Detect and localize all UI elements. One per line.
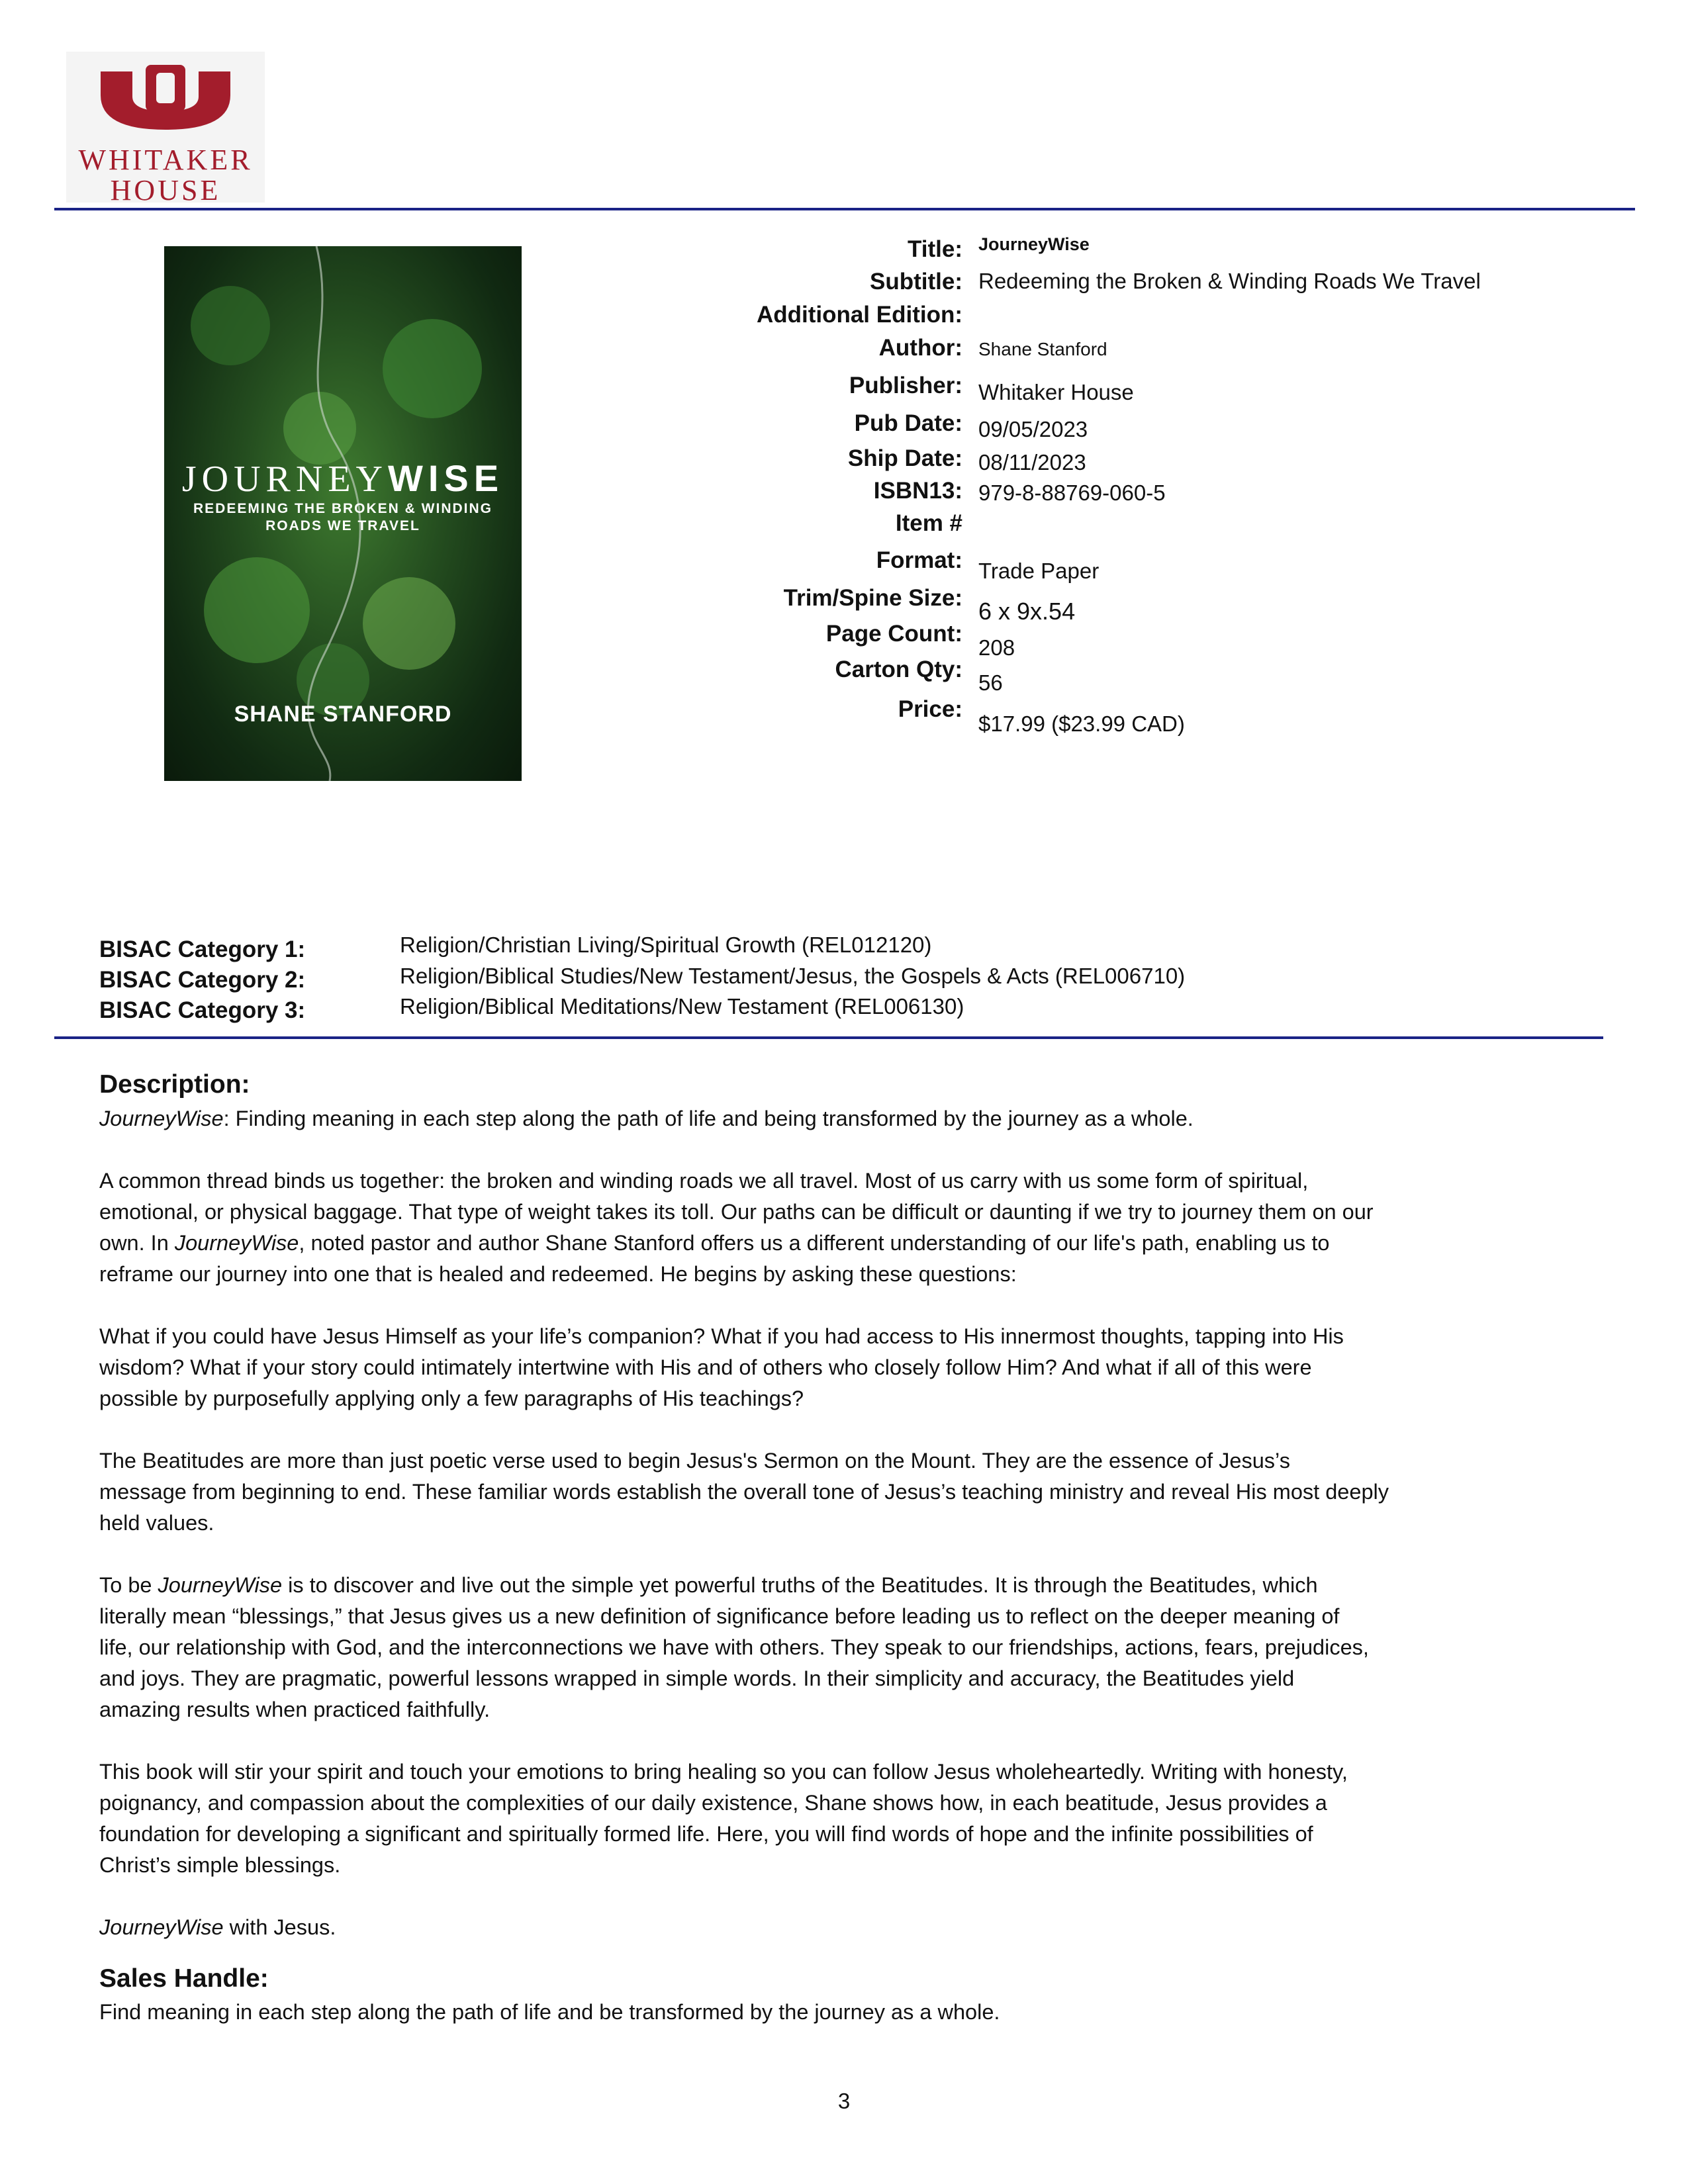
meta-label-ship-date: Ship Date: [847,445,962,471]
meta-value-pub-date: 09/05/2023 [978,417,1088,441]
sales-handle-heading: Sales Handle: [99,1964,269,1993]
logo-emblem-icon [66,52,265,144]
meta-label-trim-spine-size: Trim/Spine Size: [783,585,962,611]
logo-wordmark-line1: WHITAKER [78,144,253,176]
meta-label-publisher: Publisher: [849,373,962,398]
meta-value-author: Shane Stanford [978,339,1107,359]
meta-value-format: Trade Paper [978,559,1100,583]
sales-handle-text [99,1997,1542,2028]
description-paragraph-2 [99,1165,1542,1290]
description-paragraph-3 [99,1321,1542,1414]
meta-label-carton-qty: Carton Qty: [835,657,962,682]
bisac-value-3: Religion/Biblical Meditations/New Testament (REL006130) [400,994,964,1019]
bisac-label-1: BISAC Category 1: [99,936,306,962]
paragraph-line: What if you could have Jesus Himself as your life’s companion? What if you had access to His innermost thoughts, tapping into His [99,1324,1344,1348]
paragraph-line: The Beatitudes are more than just poetic verse used to begin Jesus's Sermon on the Mount. They are the essence of Jesus’s [99,1449,1290,1473]
meta-value-isbn13: 979-8-88769-060-5 [978,480,1166,505]
meta-label-page-count: Page Count: [825,621,962,647]
paragraph-line: Christ’s simple blessings. [99,1853,341,1877]
bisac-divider [54,1036,1603,1039]
paragraph-line: possible by purposefully applying only a few paragraphs of His teachings? [99,1387,804,1410]
paragraph-line: reframe our journey into one that is healed and redeemed. He begins by asking these questions: [99,1262,1017,1286]
meta-label-format: Format: [876,547,962,573]
meta-value-page-count: 208 [978,635,1015,660]
meta-value-ship-date: 08/11/2023 [978,450,1086,475]
cover-subtitle-line1: REDEEMING THE BROKEN & WINDING [193,501,492,516]
meta-value-publisher: Whitaker House [978,380,1134,404]
meta-label-isbn13: ISBN13: [873,478,962,504]
paragraph-line: message from beginning to end. These familiar words establish the overall tone of Jesus’s teaching ministry and reveal His most deeply [99,1480,1389,1504]
cover-title-bold: WISE [388,457,504,499]
description-paragraph-4 [99,1445,1542,1539]
description-paragraph-6 [99,1756,1542,1881]
meta-label-title: Title: [908,236,962,262]
paragraph-line: literally mean “blessings,” that Jesus gives us a new definition of significance before leading us to reflect on the deeper meaning of [99,1604,1340,1628]
paragraph-line: life, our relationship with God, and the interconnections we have with others. They speak to our friendships, actions, fears, prejudices, [99,1635,1369,1659]
paragraph-line: JourneyWise: Finding meaning in each step along the path of life and being transformed by the journey as a whole. [99,1107,1194,1130]
paragraph-line: JourneyWise with Jesus. [99,1915,336,1939]
meta-label-pub-date: Pub Date: [854,410,962,436]
cover-subtitle-line2: ROADS WE TRAVEL [265,518,420,533]
paragraph-line: amazing results when practiced faithfully. [99,1698,491,1721]
meta-value-price: $17.99 ($23.99 CAD) [978,711,1185,736]
bisac-label-2: BISAC Category 2: [99,967,306,993]
meta-value-title: JourneyWise [978,234,1090,254]
meta-label-additional-edition: Additional Edition: [756,302,962,328]
paragraph-line: Find meaning in each step along the path of life and be transformed by the journey as a whole. [99,2000,1000,2024]
paragraph-line: held values. [99,1511,214,1535]
page-number: 3 [837,2089,851,2113]
paragraph-line: foundation for developing a significant and spiritually formed life. Here, you will find words of hope and the infinite possibilities of [99,1822,1313,1846]
paragraph-line: and joys. They are pragmatic, powerful lessons wrapped in simple words. In their simplicity and accuracy, the Beatitudes yield [99,1666,1295,1690]
paragraph-line: poignancy, and compassion about the complexities of our daily existence, Shane shows how, in each beatitude, Jesus provides a [99,1791,1327,1815]
header-divider [54,208,1635,210]
cover-author: SHANE STANFORD [234,702,452,727]
paragraph-line: To be JourneyWise is to discover and live out the simple yet powerful truths of the Beatitudes. It is through the Beatitudes, which [99,1573,1318,1597]
paragraph-line: own. In JourneyWise, noted pastor and author Shane Stanford offers us a different understanding of our life's path, enabling us to [99,1231,1330,1255]
description-paragraph-5 [99,1570,1542,1725]
cover-title-light: JOURNEY [181,459,388,500]
publisher-logo [66,52,265,206]
meta-label-subtitle: Subtitle: [870,269,962,295]
description-paragraph-1 [99,1103,1542,1134]
meta-value-subtitle: Redeeming the Broken & Winding Roads We Travel [978,269,1481,293]
paragraph-line: wisdom? What if your story could intimately intertwine with His and of others who closely follow Him? And what if all of this were [99,1355,1312,1379]
bisac-value-1: Religion/Christian Living/Spiritual Growth (REL012120) [400,933,932,957]
description-heading: Description: [99,1070,250,1099]
logo-wordmark-line2: HOUSE [110,174,221,206]
bisac-label-3: BISAC Category 3: [99,997,306,1023]
meta-value-trim-spine-size: 6 x 9x.54 [978,598,1076,625]
meta-label-item-number: Item # [895,510,962,536]
paragraph-line: emotional, or physical baggage. That type of weight takes its toll. Our paths can be difficult or daunting if we try to journey them on our [99,1200,1374,1224]
meta-label-author: Author: [878,335,962,361]
meta-value-carton-qty: 56 [978,670,1003,695]
paragraph-line: A common thread binds us together: the broken and winding roads we all travel. Most of us carry with us some form of spiritual, [99,1169,1309,1193]
bisac-value-2: Religion/Biblical Studies/New Testament/Jesus, the Gospels & Acts (REL006710) [400,964,1186,988]
paragraph-line: This book will stir your spirit and touch your emotions to bring healing so you can follow Jesus wholeheartedly. Writing with honesty, [99,1760,1348,1784]
meta-label-price: Price: [898,696,962,722]
description-paragraph-7 [99,1912,1542,1943]
